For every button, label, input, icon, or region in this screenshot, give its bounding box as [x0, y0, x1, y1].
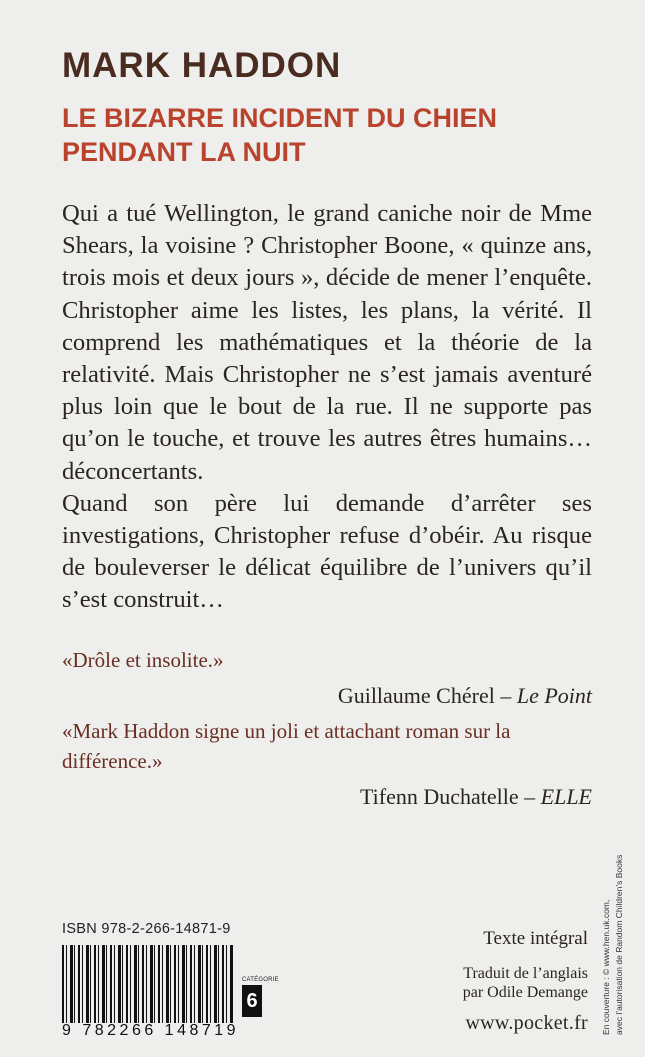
review-1 — [62, 645, 592, 711]
review-2 — [62, 716, 592, 812]
review-1-text: «Drôle et insolite.» — [62, 648, 224, 672]
barcode-digits: 9 782266 148719 — [62, 1022, 240, 1039]
blurb — [62, 198, 592, 617]
book-title-line-1: LE BIZARRE INCIDENT DU CHIEN — [62, 103, 498, 133]
category-label: CATÉGORIE — [242, 977, 279, 983]
review-1-source: Le Point — [516, 683, 592, 708]
translation-credit — [463, 964, 588, 1002]
author-name: MARK HADDON — [62, 46, 342, 85]
cover-credits — [600, 805, 626, 1035]
barcode-image — [62, 945, 234, 1023]
blurb-paragraph-2: Quand son père lui demande d’arrêter ses investigations, Christopher refuse d’obéir. Au risque de bouleverser le délicat équilibre de l’univers qu’il s’est construit… — [62, 489, 592, 614]
isbn-label: ISBN 978-2-266-14871-9 — [62, 921, 231, 937]
cover-credits-line-1: En couverture : © www.hen.uk.com, — [601, 899, 611, 1035]
cover-credits-line-2: avec l’autorisation de Random Children’s Books — [614, 854, 624, 1035]
review-2-text: «Mark Haddon signe un joli et attachant roman sur la différence.» — [62, 719, 511, 773]
category-number: 6 — [242, 985, 262, 1017]
blurb-paragraph-1: Qui a tué Wellington, le grand caniche noir de Mme Shears, la voisine ? Christopher Boone, « quinze ans, trois mois et deux jours », décide de mener l’enquête. Christopher aime les listes, les plans, la vérité. Il comprend les mathématiques et la théorie de la relativité. Mais Christopher ne s’est jamais aventuré plus loin que le bout de la rue. Il ne supporte pas qu’on le touche, et trouve les autres êtres humains… déconcertants. — [62, 200, 592, 485]
review-1-author: Guillaume Chérel — [337, 683, 495, 708]
book-title — [62, 101, 497, 169]
book-title-line-2: PENDANT LA NUIT — [62, 137, 306, 167]
review-2-attribution — [62, 782, 592, 812]
edition-integral: Texte intégral — [483, 928, 588, 949]
publisher-website: www.pocket.fr — [465, 1012, 588, 1034]
review-2-source: ELLE — [540, 784, 592, 809]
review-1-dash: – — [494, 683, 517, 708]
translated-from: Traduit de l’anglais — [463, 965, 588, 982]
review-1-attribution — [62, 681, 592, 711]
review-2-author: Tifenn Duchatelle — [359, 784, 519, 809]
review-2-dash: – — [518, 784, 541, 809]
category-badge — [242, 977, 279, 1017]
translator-name: par Odile Demange — [462, 984, 588, 1001]
